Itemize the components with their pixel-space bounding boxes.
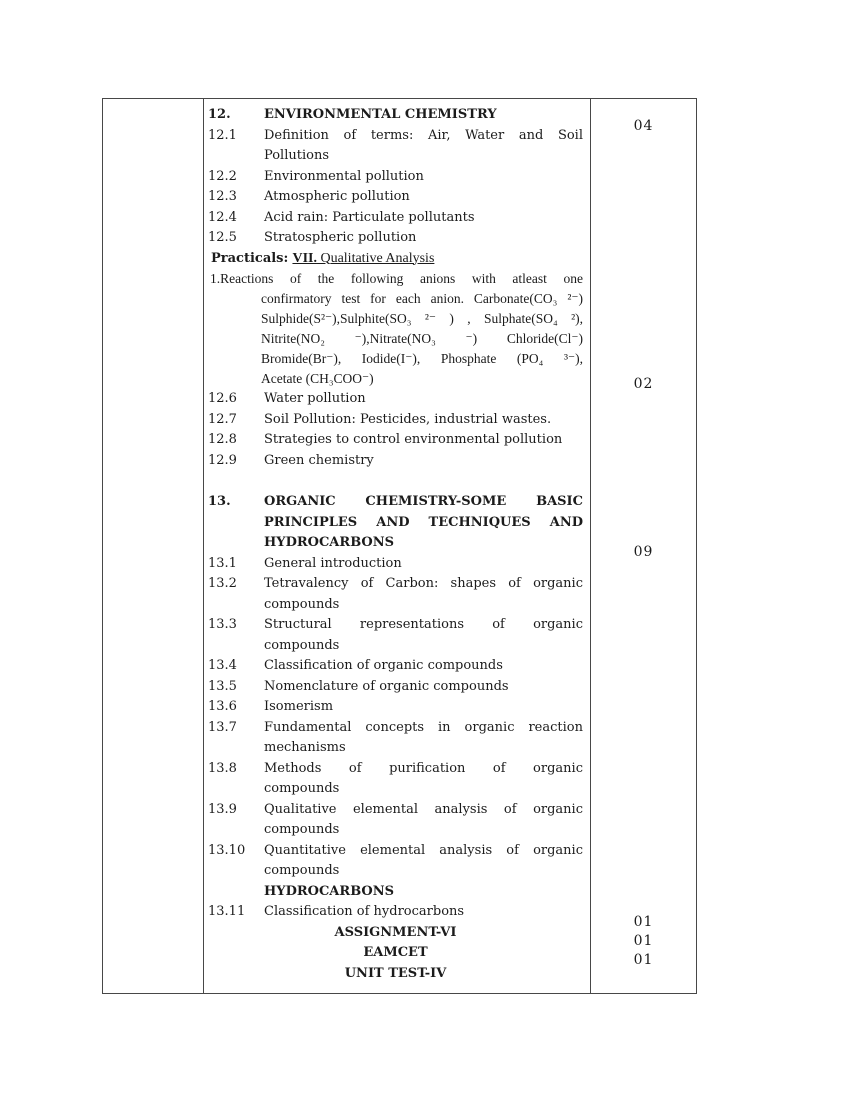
syllabus-item-row bbox=[208, 718, 583, 759]
item-text-line: ORGANIC CHEMISTRY-SOME BASIC bbox=[264, 494, 583, 509]
syllabus-item-row bbox=[208, 389, 583, 410]
item-text bbox=[264, 554, 583, 575]
item-text-line: Structural representations of organic bbox=[264, 617, 583, 632]
item-text bbox=[264, 208, 583, 229]
item-number: 13.11 bbox=[208, 904, 246, 919]
item-text bbox=[264, 759, 583, 800]
hours-value: 01 bbox=[633, 914, 654, 930]
item-text bbox=[264, 697, 583, 718]
item-text-line: HYDROCARBONS bbox=[264, 535, 395, 550]
item-text-line: compounds bbox=[264, 863, 340, 878]
reactions-line: Nitrite(NO₂ ⁻),Nitrate(NO₃ ⁻) Chloride(Cl⁻) bbox=[261, 331, 583, 346]
syllabus-table bbox=[102, 98, 697, 994]
item-number: 13.3 bbox=[208, 617, 237, 632]
item-text-line: Fundamental concepts in organic reaction bbox=[264, 719, 583, 735]
item-text-line: compounds bbox=[264, 822, 340, 837]
item-text-line: Strategies to control environmental pollution bbox=[264, 432, 563, 447]
item-number: 12.7 bbox=[208, 411, 237, 427]
item-text bbox=[264, 167, 583, 188]
section-heading-row bbox=[208, 492, 583, 554]
syllabus-item-row bbox=[208, 574, 583, 615]
reactions-line: Acetate (CH₃COO⁻) bbox=[261, 371, 374, 386]
item-text-line: HYDROCARBONS bbox=[264, 883, 395, 899]
item-number: 13.2 bbox=[208, 576, 237, 591]
hours-value: 02 bbox=[633, 376, 654, 392]
item-number: 12.8 bbox=[208, 432, 237, 447]
item-number: 12.3 bbox=[208, 189, 237, 204]
item-number: 13.10 bbox=[208, 842, 246, 858]
centered-heading: UNIT TEST-IV bbox=[344, 965, 447, 981]
item-text bbox=[264, 105, 583, 126]
syllabus-item-row bbox=[208, 167, 583, 188]
syllabus-item-row bbox=[208, 677, 583, 698]
item-text bbox=[264, 451, 583, 472]
item-text bbox=[264, 656, 583, 677]
syllabus-item-row bbox=[208, 451, 583, 472]
item-text-line: Quantitative elemental analysis of organic bbox=[264, 842, 583, 858]
item-text bbox=[264, 902, 583, 923]
item-text-line: Water pollution bbox=[264, 391, 366, 406]
reactions-line: confirmatory test for each anion. Carbonate(CO₃ ²⁻) bbox=[261, 291, 583, 306]
item-number: 12.1 bbox=[208, 127, 237, 143]
item-text bbox=[264, 615, 583, 656]
item-text bbox=[264, 126, 583, 167]
item-text-line: ENVIRONMENTAL CHEMISTRY bbox=[264, 107, 497, 122]
item-text-line: Pollutions bbox=[264, 148, 329, 163]
item-number: 12.6 bbox=[208, 391, 237, 406]
item-text-line: compounds bbox=[264, 596, 340, 612]
syllabus-item-row bbox=[208, 615, 583, 656]
item-text-line: Isomerism bbox=[264, 699, 334, 714]
item-number: 12.5 bbox=[208, 230, 237, 245]
syllabus-item-row bbox=[208, 187, 583, 208]
subheading-row bbox=[208, 882, 583, 903]
syllabus-item-row bbox=[208, 800, 583, 841]
item-text-line: Methods of purification of organic bbox=[264, 760, 583, 776]
item-number: 13.7 bbox=[208, 719, 237, 735]
syllabus-item-row bbox=[208, 554, 583, 575]
item-text-line: compounds bbox=[264, 637, 340, 653]
syllabus-item-row bbox=[208, 841, 583, 882]
item-text bbox=[264, 187, 583, 208]
item-number bbox=[208, 882, 264, 903]
reactions-line: Sulphide(S²⁻),Sulphite(SO₃ ²⁻ ) , Sulphate(SO₄ ²), bbox=[261, 311, 583, 326]
item-number: 13.9 bbox=[208, 801, 237, 817]
syllabus-item-row bbox=[208, 126, 583, 167]
item-text bbox=[264, 841, 583, 882]
syllabus-item-row bbox=[208, 902, 583, 923]
centered-heading: ASSIGNMENT-VI bbox=[334, 924, 457, 940]
practicals-label: Practicals: bbox=[211, 250, 289, 266]
syllabus-item-row bbox=[208, 208, 583, 229]
hours-value: 04 bbox=[633, 118, 654, 134]
item-text bbox=[264, 800, 583, 841]
syllabus-item-row bbox=[208, 410, 583, 431]
item-number: 13.5 bbox=[208, 678, 237, 694]
item-text bbox=[264, 492, 583, 554]
section-heading-row bbox=[208, 105, 583, 126]
item-text-line: Environmental pollution bbox=[264, 168, 424, 184]
item-number: 13. bbox=[208, 494, 231, 509]
item-text bbox=[264, 430, 583, 451]
item-text-line: Soil Pollution: Pesticides, industrial wastes. bbox=[264, 411, 552, 427]
centered-heading: EAMCET bbox=[363, 945, 428, 960]
item-text-line: Green chemistry bbox=[264, 452, 374, 468]
hours-column bbox=[591, 99, 696, 993]
item-text-line: Classification of hydrocarbons bbox=[264, 904, 465, 919]
syllabus-item-row bbox=[208, 430, 583, 451]
syllabus-item-row bbox=[208, 697, 583, 718]
item-text-line: Definition of terms: Air, Water and Soil bbox=[264, 127, 583, 143]
item-text bbox=[264, 718, 583, 759]
item-text-line: Atmospheric pollution bbox=[264, 189, 410, 204]
reactions-line: 1.Reactions of the following anions with atleast one bbox=[210, 271, 583, 286]
hours-value: 01 bbox=[633, 933, 654, 949]
item-number: 12. bbox=[208, 107, 231, 122]
item-number: 13.6 bbox=[208, 699, 237, 714]
item-text bbox=[264, 228, 583, 249]
item-text bbox=[264, 574, 583, 615]
reactions-paragraph bbox=[210, 269, 583, 389]
item-text bbox=[264, 882, 583, 903]
practicals-heading bbox=[208, 249, 583, 270]
item-text-line: PRINCIPLES AND TECHNIQUES AND bbox=[264, 514, 583, 530]
item-text-line: Classification of organic compounds bbox=[264, 658, 503, 673]
syllabus-item-row bbox=[208, 759, 583, 800]
left-empty-column bbox=[103, 99, 204, 993]
syllabus-item-row bbox=[208, 228, 583, 249]
practicals-title: Qualitative Analysis bbox=[320, 250, 435, 266]
item-text-line: Tetravalency of Carbon: shapes of organic bbox=[264, 576, 583, 591]
reactions-line: Bromide(Br⁻), Iodide(I⁻), Phosphate (PO₄ ³⁻), bbox=[261, 351, 583, 366]
item-text-line: Stratospheric pollution bbox=[264, 230, 417, 245]
item-text-line: General introduction bbox=[264, 555, 402, 571]
hours-value: 01 bbox=[633, 952, 654, 968]
item-text-line: Acid rain: Particulate pollutants bbox=[264, 209, 475, 225]
item-text-line: Qualitative elemental analysis of organic bbox=[264, 801, 583, 817]
item-text-line: mechanisms bbox=[264, 740, 346, 755]
item-text bbox=[264, 410, 583, 431]
item-number: 12.9 bbox=[208, 452, 237, 468]
item-number: 13.4 bbox=[208, 658, 237, 673]
item-number: 12.2 bbox=[208, 168, 237, 184]
item-text-line: Nomenclature of organic compounds bbox=[264, 678, 509, 694]
item-text bbox=[264, 677, 583, 698]
syllabus-item-row bbox=[208, 656, 583, 677]
item-number: 13.8 bbox=[208, 760, 237, 776]
practicals-numeral: VII. bbox=[292, 250, 317, 266]
vertical-gap bbox=[208, 471, 583, 492]
item-number: 12.4 bbox=[208, 209, 237, 225]
item-text bbox=[264, 389, 583, 410]
item-text-line: compounds bbox=[264, 781, 340, 796]
item-number: 13.1 bbox=[208, 555, 237, 571]
content-column bbox=[204, 99, 591, 993]
hours-value: 09 bbox=[633, 544, 654, 560]
practicals-underlined-part bbox=[292, 251, 434, 266]
